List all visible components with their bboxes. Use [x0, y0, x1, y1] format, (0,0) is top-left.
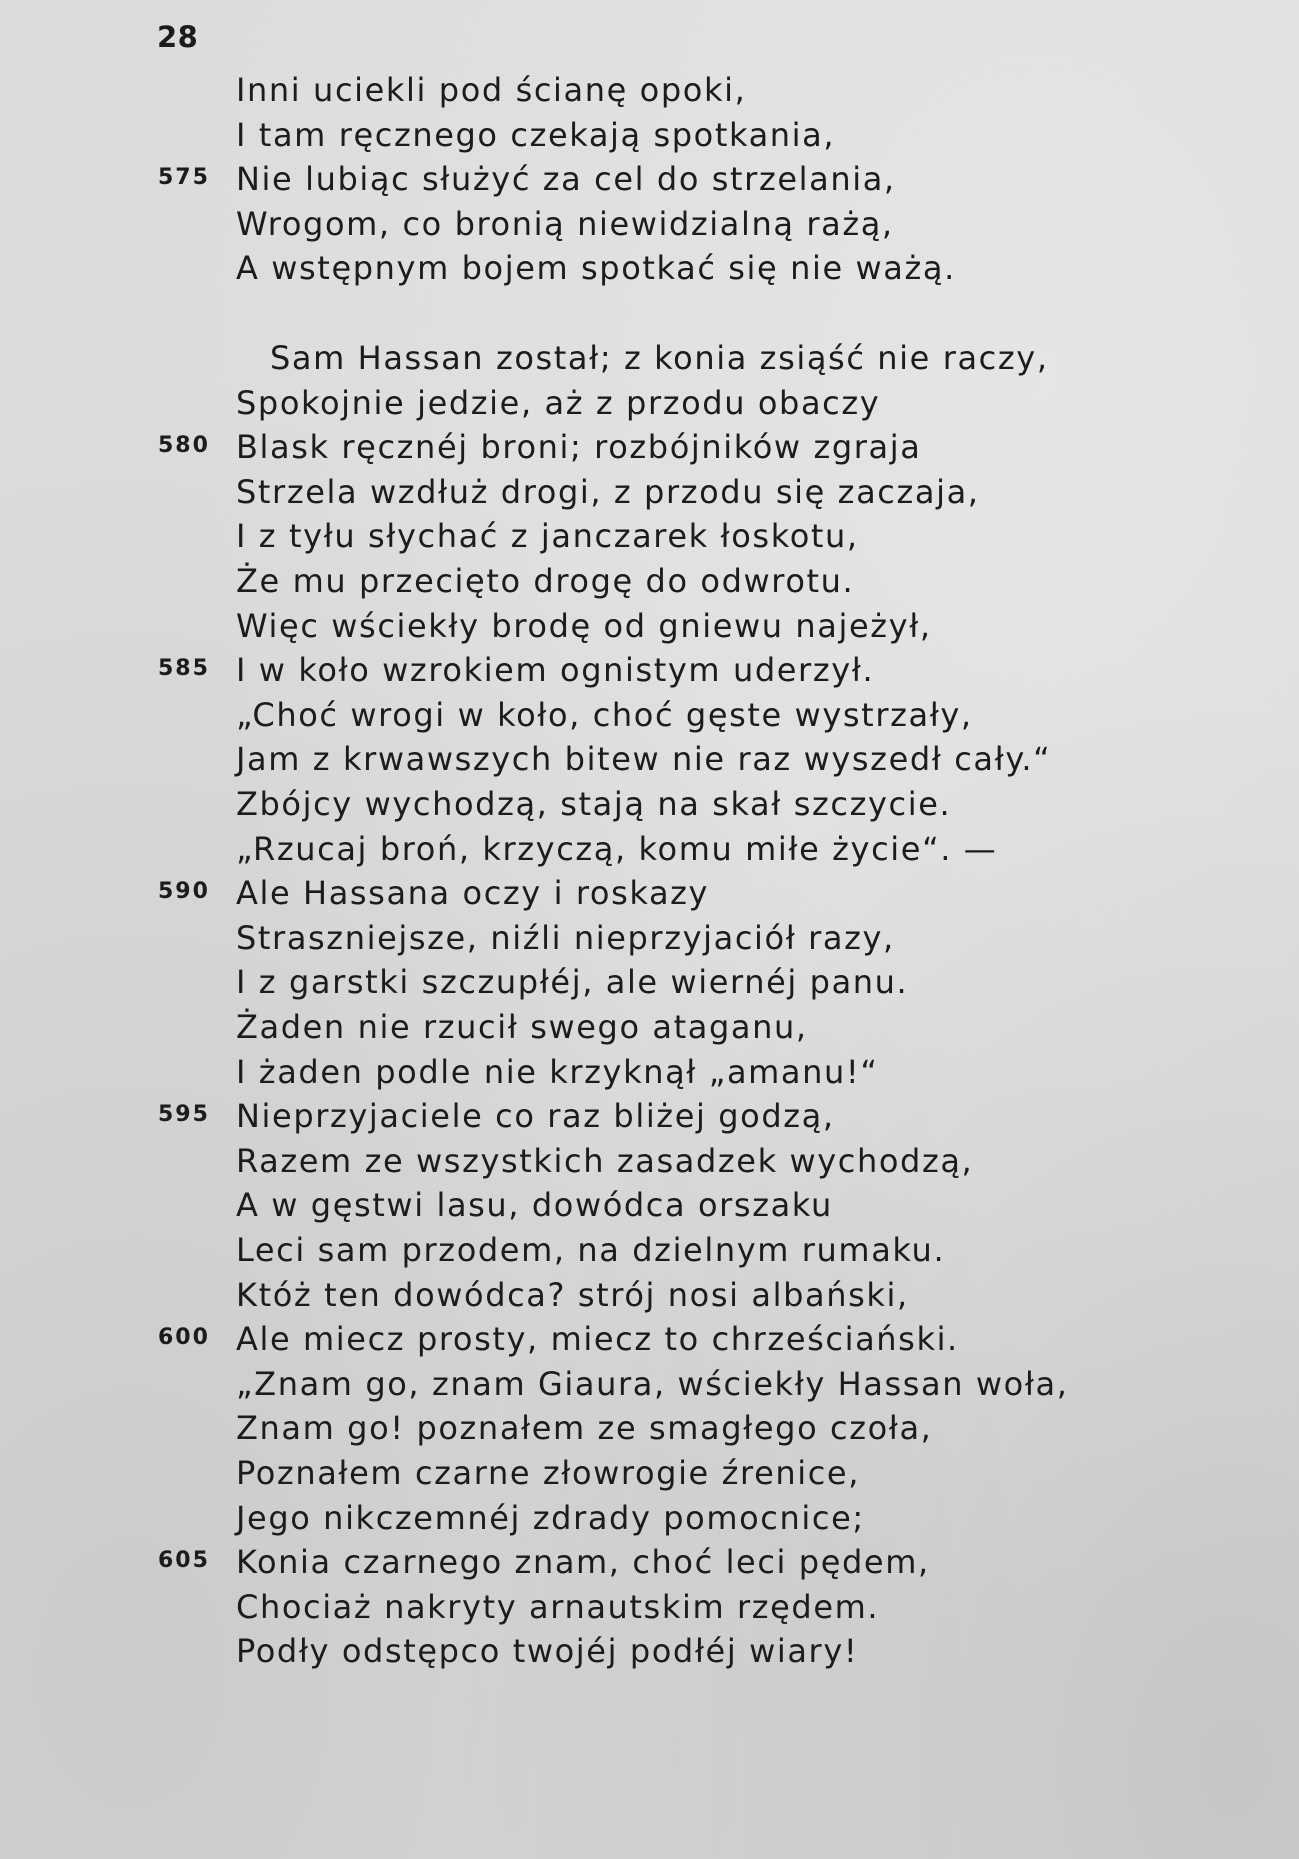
verse-line	[0, 782, 1299, 828]
verse-line	[0, 1273, 1299, 1319]
verse-text: Żaden nie rzucił swego ataganu,	[236, 1008, 808, 1046]
verse-text: Poznałem czarne złowrogie źrenice,	[236, 1454, 860, 1492]
verse-text: Wrogom, co bronią niewidzialną rażą,	[236, 204, 894, 243]
verse-text: Nie lubiąc służyć za cel do strzelania,	[236, 160, 896, 199]
verse-line	[0, 1183, 1299, 1229]
verse-line	[0, 1005, 1299, 1051]
verse-line	[0, 1317, 1299, 1363]
verse-line	[0, 1540, 1299, 1586]
verse-text: I żaden podle nie krzyknął „amanu!“	[236, 1052, 879, 1091]
verse-text: Ale Hassana oczy i roskazy	[236, 874, 710, 913]
verse-text: I z garstki szczupłéj, ale wiernéj panu.	[236, 963, 909, 1002]
verse-line	[0, 916, 1299, 962]
verse-line	[0, 737, 1299, 783]
verse-text: Sam Hassan został; z konia zsiąść nie raczy,	[270, 339, 1049, 377]
verse-number: 585	[158, 656, 210, 682]
verse-line	[0, 693, 1299, 739]
verse-line	[0, 1228, 1299, 1274]
verse-text: Strzela wzdłuż drogi, z przodu się zaczaja,	[236, 472, 980, 511]
verse-line	[0, 1406, 1299, 1452]
verse-text: Chociaż nakryty arnautskim rzędem.	[236, 1587, 880, 1626]
verse-line	[0, 68, 1299, 114]
verse-line	[0, 470, 1299, 516]
verse-text: Konia czarnego znam, choć leci pędem,	[236, 1543, 930, 1582]
verse-text: „Rzucaj broń, krzyczą, komu miłe życie“. —	[236, 829, 998, 868]
verse-line	[0, 871, 1299, 917]
verse-line	[0, 1362, 1299, 1408]
verse-line	[0, 113, 1299, 159]
page-number: 28	[157, 20, 199, 54]
verse-line	[0, 960, 1299, 1006]
verse-text: A w gęstwi lasu, dowódca orszaku	[236, 1186, 833, 1225]
verse-text: Straszniejsze, niźli nieprzyjaciół razy,	[236, 918, 895, 957]
verse-text: Spokojnie jedzie, aż z przodu obaczy	[236, 383, 881, 422]
verse-text: Podły odstępco twojéj podłéj wiary!	[236, 1632, 859, 1671]
verse-line	[0, 1629, 1299, 1675]
verse-number: 605	[158, 1548, 210, 1574]
verse-line	[0, 514, 1299, 560]
verse-line	[0, 1139, 1299, 1185]
verse-text: Ale miecz prosty, miecz to chrześciański.	[236, 1320, 959, 1359]
verse-text: Znam go! poznałem ze smagłego czoła,	[236, 1409, 933, 1448]
verse-line	[0, 1094, 1299, 1140]
verse-number: 575	[158, 165, 210, 191]
verse-line	[0, 1585, 1299, 1631]
verse-text: Jego nikczemnéj zdrady pomocnice;	[236, 1498, 865, 1537]
verse-text: I w koło wzrokiem ognistym uderzył.	[236, 651, 875, 690]
verse-line	[0, 827, 1299, 873]
verse-line	[0, 425, 1299, 471]
verse-text: Jam z krwawszych bitew nie raz wyszedł cały.“	[236, 740, 1052, 779]
verse-text: Któż ten dowódca? strój nosi albański,	[236, 1275, 909, 1314]
verse-number: 600	[158, 1325, 210, 1351]
verse-line	[0, 1496, 1299, 1542]
verse-text: I z tyłu słychać z janczarek łoskotu,	[236, 517, 859, 556]
verse-line	[0, 202, 1299, 248]
verse-line	[0, 336, 1299, 382]
verse-number: 595	[158, 1102, 210, 1128]
verse-text: I tam ręcznego czekają spotkania,	[236, 115, 836, 154]
verse-line	[0, 648, 1299, 694]
verse-line	[0, 604, 1299, 650]
verse-number: 580	[158, 433, 210, 459]
verse-text: Więc wściekły brodę od gniewu najeżył,	[236, 606, 932, 645]
verse-line	[0, 246, 1299, 292]
verse-line	[0, 1451, 1299, 1497]
verse-text: Nieprzyjaciele co raz bliżej godzą,	[236, 1097, 835, 1136]
verse-text: Inni uciekli pod ścianę opoki,	[236, 71, 747, 109]
verse-text: Zbójcy wychodzą, stają na skał szczycie.	[236, 785, 952, 823]
verse-text: Blask ręcznéj broni; rozbójników zgraja	[236, 428, 922, 467]
verse-text: Leci sam przodem, na dzielnym rumaku.	[236, 1231, 946, 1269]
verse-line	[0, 157, 1299, 203]
verse-line	[0, 1050, 1299, 1096]
verse-line	[0, 559, 1299, 605]
verse-text: „Znam go, znam Giaura, wściekły Hassan woła,	[236, 1364, 1069, 1403]
verse-number: 590	[158, 879, 210, 905]
verse-text: Razem ze wszystkich zasadzek wychodzą,	[236, 1141, 974, 1180]
verse-text: A wstępnym bojem spotkać się nie ważą.	[236, 249, 956, 288]
verse-text: Że mu przecięto drogę do odwrotu.	[236, 562, 855, 600]
verse-line	[0, 381, 1299, 427]
verse-text: „Choć wrogi w koło, choć gęste wystrzały,	[236, 695, 973, 734]
